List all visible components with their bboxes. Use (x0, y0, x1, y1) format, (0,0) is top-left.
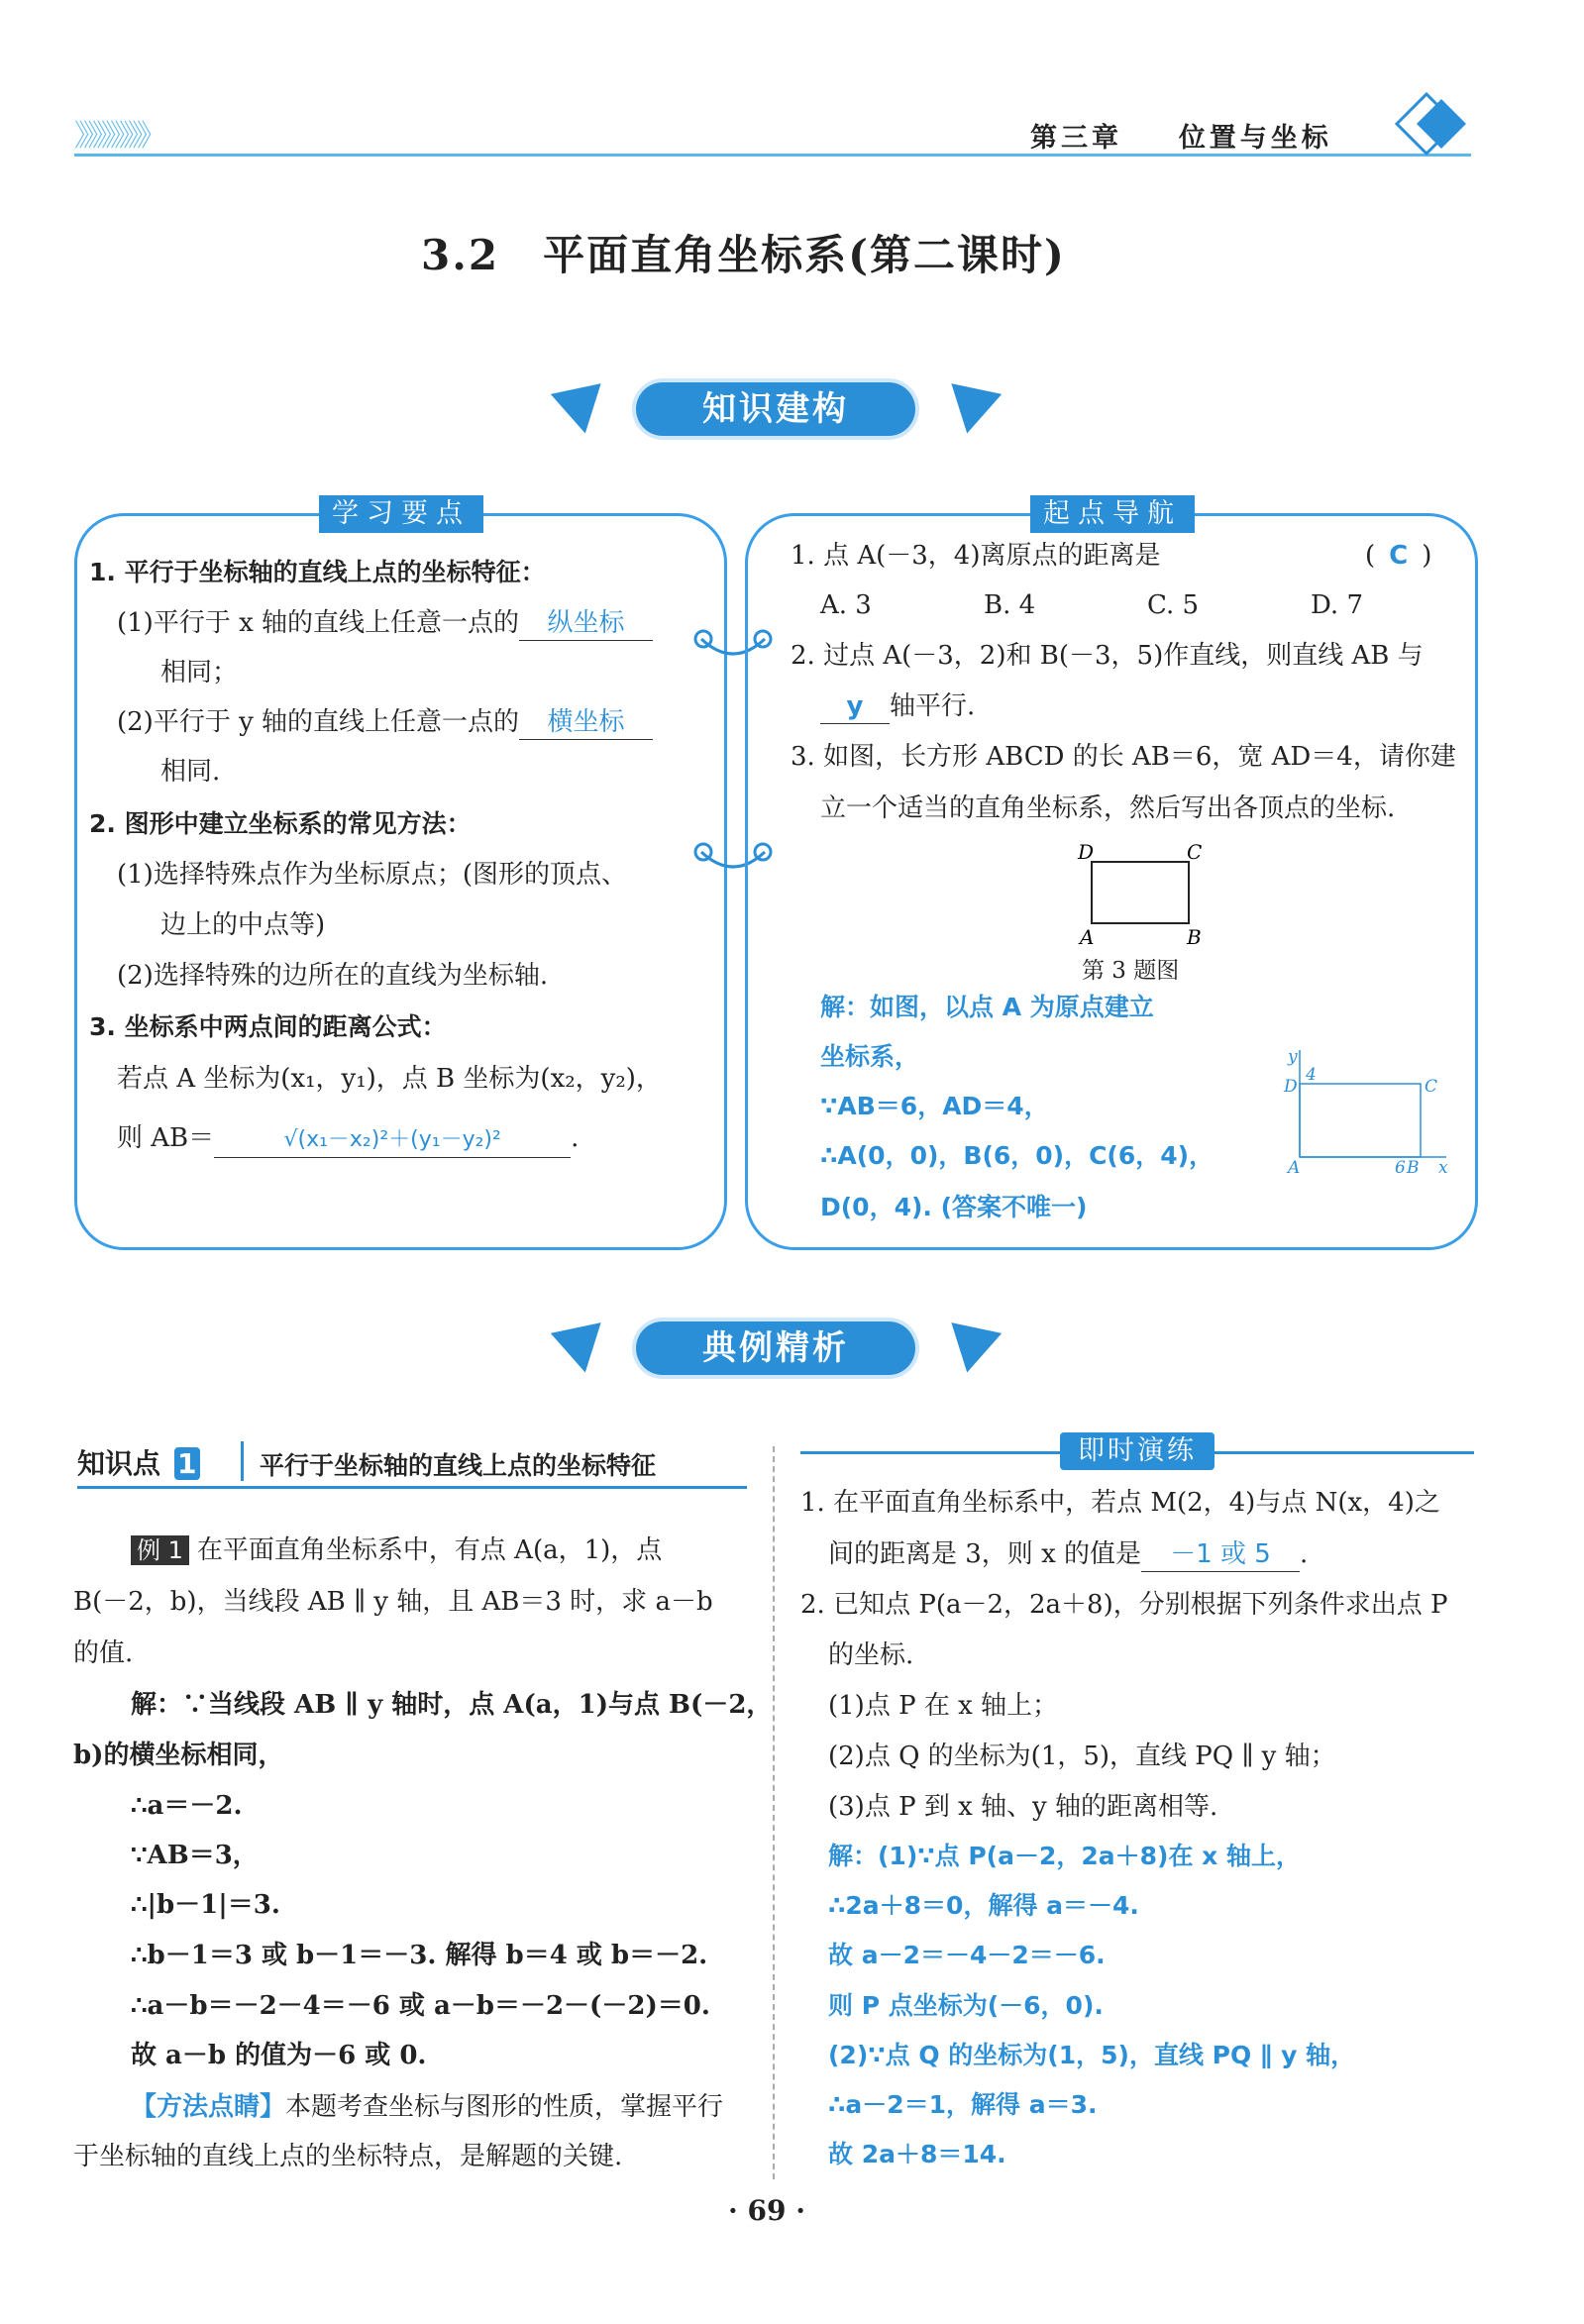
banner-knowledge: 知识建构 (636, 382, 915, 436)
banner2-right-triangle-icon (942, 1322, 1002, 1378)
pr-a6: ∴a－2＝1，解得 a＝3. (828, 2090, 1098, 2119)
practice-tag: 即时演练 (1060, 1432, 1214, 1470)
header-chapter (1030, 116, 1332, 155)
pr-a5: (2)∵点 Q 的坐标为(1，5)，直线 PQ ∥ y 轴， (828, 2041, 1356, 2069)
fig-label-a: A (1080, 925, 1095, 949)
chapter-number: 第三章 (1030, 123, 1122, 154)
pr-q1a: 1. 在平面直角坐标系中，若点 M(2，4)与点 N(x，4)之 (800, 1488, 1440, 1518)
pr-q2-2: (2)点 Q 的坐标为(1，5)，直线 PQ ∥ y 轴； (828, 1742, 1336, 1771)
study-points-tag: 学习要点 (319, 495, 483, 533)
sn-q3a: 3. 如图，长方形 ABCD 的长 AB＝6，宽 AD＝4，请你建 (791, 742, 1456, 772)
sp-p2-1b: 边上的中点等) (160, 910, 326, 940)
kp1-underline (77, 1486, 747, 1489)
q3-rectangle-figure (1070, 837, 1228, 951)
svg-text:x: x (1438, 1158, 1448, 1174)
pr-q1-answer: －1 或 5 (1141, 1537, 1300, 1572)
sn-q1-option-b: B. 4 (984, 590, 1036, 620)
banner-right-triangle-icon (942, 383, 1002, 439)
ex1-line2: B(－2，b)，当线段 AB ∥ y 轴，且 AB＝3 时，求 a－b (73, 1587, 713, 1617)
sp-p2-head: 2. 图形中建立坐标系的常见方法： (89, 809, 472, 838)
sp-p1-2-answer: 横坐标 (519, 705, 653, 740)
sp-p2-2: (2)选择特殊的边所在的直线为坐标轴. (117, 961, 549, 991)
method-line2: 于坐标轴的直线上点的坐标特点，是解题的关键. (73, 2142, 623, 2171)
start-nav-tag: 起点导航 (1030, 495, 1195, 533)
ex1-sol2: b)的横坐标相同， (73, 1741, 284, 1770)
coordinate-figure (1278, 1040, 1456, 1174)
banner-left-triangle-icon (551, 383, 610, 439)
sn-q1-option-a: A. 3 (820, 590, 872, 620)
sn-sol3: ∵AB＝6，AD＝4， (820, 1092, 1049, 1120)
ex1-line1: 例 1 在平面直角坐标系中，有点 A(a，1)，点 (131, 1533, 662, 1567)
sn-q1-answer: C (1389, 541, 1409, 571)
q3-figure-caption: 第 3 题图 (1082, 958, 1180, 984)
sn-q1-option-c: C. 5 (1147, 590, 1200, 620)
sn-q1: 1. 点 A(－3，4)离原点的距离是 (791, 541, 1161, 571)
sn-q2b: y 轴平行. (820, 689, 975, 724)
ex1-line3: 的值. (73, 1638, 134, 1668)
page-number: · 69 · (728, 2194, 805, 2227)
fig-label-b: B (1187, 925, 1202, 949)
header-diamond-icon (1357, 84, 1476, 163)
method-tag: 【方法点睛】 (131, 2092, 286, 2122)
fig-label-c: C (1187, 840, 1203, 864)
svg-text:4: 4 (1306, 1065, 1317, 1085)
svg-text:6: 6 (1395, 1158, 1406, 1174)
sp-p3-head: 3. 坐标系中两点间的距离公式： (89, 1012, 447, 1041)
chapter-title: 位置与坐标 (1178, 123, 1332, 154)
svg-text:y: y (1288, 1047, 1298, 1067)
pr-q2-3: (3)点 P 到 x 轴、y 轴的距离相等. (828, 1792, 1218, 1822)
page-title: 3.2 平面直角坐标系(第二课时) (421, 231, 1066, 279)
fig-label-d: D (1078, 840, 1095, 864)
svg-text:A: A (1288, 1158, 1301, 1174)
pr-a2: ∴2a＋8＝0，解得 a＝－4. (828, 1891, 1139, 1920)
sn-q3b: 立一个适当的直角坐标系，然后写出各顶点的坐标. (820, 793, 1396, 823)
sp-p3-formula: 则 AB＝ √(x₁－x₂)²＋(y₁－y₂)² . (117, 1121, 579, 1158)
pr-q2a: 2. 已知点 P(a－2，2a＋8)，分别根据下列条件求出点 P (800, 1590, 1448, 1620)
ex1-sol8: 故 a－b 的值为－6 或 0. (131, 2041, 427, 2070)
sp-p1-2-post: 相同. (160, 757, 221, 787)
kp1-divider (241, 1441, 244, 1481)
pr-a3: 故 a－2＝－4－2＝－6. (828, 1941, 1106, 1969)
sp-p3-answer: √(x₁－x₂)²＋(y₁－y₂)² (214, 1123, 571, 1158)
sn-sol2: 坐标系， (820, 1042, 920, 1071)
pr-q2b: 的坐标. (828, 1640, 914, 1670)
sn-q2a: 2. 过点 A(－3，2)和 B(－3，5)作直线，则直线 AB 与 (791, 641, 1424, 671)
ex1-sol1: 解：∵当线段 AB ∥ y 轴时，点 A(a，1)与点 B(－2， (131, 1690, 773, 1720)
method-line1: 【方法点睛】本题考查坐标与图形的性质，掌握平行 (131, 2092, 724, 2122)
sp-p2-1a: (1)选择特殊点作为坐标原点；(图形的顶点、 (117, 860, 627, 890)
sp-p1-1-answer: 纵坐标 (519, 606, 653, 641)
kp1-title: 平行于坐标轴的直线上点的坐标特征 (260, 1451, 657, 1480)
sn-sol4: ∴A(0，0)，B(6，0)，C(6，4)， (820, 1141, 1214, 1170)
kp1-number: 1 (174, 1447, 200, 1480)
banner-examples: 典例精析 (636, 1321, 915, 1375)
sn-sol5: D(0，4). (答案不唯一) (820, 1193, 1088, 1221)
banner2-left-triangle-icon (551, 1322, 610, 1378)
pr-a7: 故 2a＋8＝14. (828, 2140, 1006, 2168)
svg-text:C: C (1425, 1077, 1438, 1097)
ex1-sol7: ∴a－b＝－2－4＝－6 或 a－b＝－2－(－2)＝0. (131, 1991, 710, 2021)
sp-p1-1: (1)平行于 x 轴的直线上任意一点的 纵坐标 (117, 606, 653, 641)
ex1-sol4: ∵AB＝3， (131, 1841, 259, 1870)
pr-a4: 则 P 点坐标为(－6，0). (828, 1991, 1104, 2020)
sp-p1-2: (2)平行于 y 轴的直线上任意一点的 横坐标 (117, 705, 653, 740)
header-chevrons: 》》》》》》》》 (74, 119, 160, 154)
sn-q2-answer: y (820, 689, 890, 724)
sn-q1-bracket: ( C ) (1365, 541, 1432, 571)
sp-p1-head: 1. 平行于坐标轴的直线上点的坐标特征： (89, 558, 546, 586)
svg-text:D: D (1284, 1077, 1298, 1097)
column-divider (773, 1446, 775, 2179)
sp-p1-1-post: 相同； (160, 658, 239, 687)
sp-p3-line: 若点 A 坐标为(x₁，y₁)，点 B 坐标为(x₂，y₂)， (117, 1064, 662, 1094)
ex1-sol6: ∴b－1＝3 或 b－1＝－3. 解得 b＝4 或 b＝－2. (131, 1941, 708, 1970)
pr-q2-1: (1)点 P 在 x 轴上； (828, 1691, 1059, 1721)
kp1-label: 知识点 1 (77, 1442, 200, 1482)
example-tag: 例 1 (131, 1535, 189, 1565)
ex1-sol5: ∴|b－1|＝3. (131, 1890, 280, 1920)
sn-q1-option-d: D. 7 (1311, 590, 1363, 620)
ex1-sol3: ∴a＝－2. (131, 1791, 243, 1821)
pr-a1: 解：(1)∵点 P(a－2，2a＋8)在 x 轴上， (828, 1842, 1301, 1870)
pr-q1b: 间的距离是 3，则 x 的值是 －1 或 5 . (828, 1537, 1308, 1572)
sn-sol1: 解：如图，以点 A 为原点建立 (820, 993, 1154, 1021)
svg-text:B: B (1407, 1158, 1420, 1174)
